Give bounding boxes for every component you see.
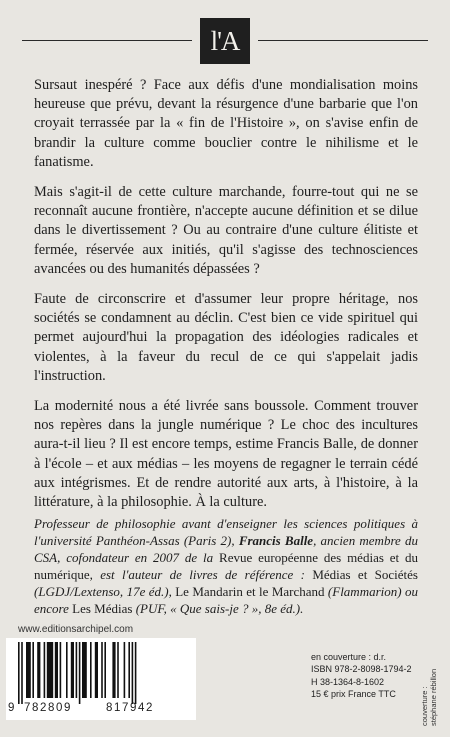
cover-designer-credit (420, 669, 438, 726)
barcode-bar (44, 642, 46, 698)
barcode-bar (101, 642, 103, 698)
book-title: Les Médias (72, 601, 133, 616)
paragraph: La modernité nous a été livrée sans boussole. Comment trouver nos repères dans la jungle numérique ? Le choc des incultures aura-t-il lieu ? Il est encore temps, estime Francis Balle, de donner à l'école – et aux médias – les moyens de regagner le terrain cédé aux intégrismes. Et de rendre autorité aux arts, à l'histoire, à la littérature, à la philosophie. À la culture. (34, 398, 418, 511)
barcode-bar (60, 642, 62, 698)
internal-code: H 38-1364-8-1602 (311, 676, 385, 687)
barcode-group-1: 782809 (24, 702, 72, 714)
price: 15 € prix France TTC (311, 689, 396, 700)
barcode-bar (37, 642, 40, 698)
book-title: Médias et Sociétés (312, 567, 418, 582)
bio-text: , est l'auteur de livres de référence : (89, 567, 313, 582)
barcode-bars (18, 642, 184, 704)
barcode-bar (82, 642, 87, 698)
barcode-bar (128, 642, 130, 698)
publisher-logo: l'A (200, 18, 250, 64)
paragraph: Sursaut inespéré ? Face aux défis d'une mondialisation moins heureuse que prévu, devant la résurgence d'une barbarie que l'on croyait terrassée par la « fin de l'Histoire », on s'avise enfin de brandir la culture comme bouclier contre le nihilisme et le fanatisme. (34, 77, 418, 170)
barcode-bar (76, 642, 78, 698)
book-info (311, 651, 412, 701)
cover-credit-line: en couverture : d.r. (311, 652, 387, 662)
credit-label: couverture : (420, 686, 429, 726)
barcode-bar (18, 642, 20, 704)
barcode-bar (135, 642, 137, 704)
isbn: ISBN 978-2-8098-1794-2 (311, 664, 412, 675)
barcode-bar (104, 642, 106, 698)
barcode-bar (79, 642, 81, 704)
barcode-bar (124, 642, 126, 698)
top-rule-left (22, 40, 192, 41)
bio-text: , ancien membre du CSA, cofondateur en 2007 de la (34, 533, 418, 565)
top-rule-right (258, 40, 428, 41)
barcode-bar (66, 642, 68, 698)
barcode-bar (112, 642, 115, 698)
barcode-bar (117, 642, 119, 698)
barcode-bar (95, 642, 98, 698)
barcode (6, 638, 196, 720)
barcode-bar (47, 642, 53, 698)
credit-name: stéphane rébillon (429, 668, 438, 726)
barcode-bar (32, 642, 34, 698)
book-title: Revue européenne des médias et du numérique (34, 550, 419, 582)
bio-text: (LGDJ/Lextenso, 17e éd.), (34, 584, 176, 599)
barcode-bar (90, 642, 92, 698)
author-name: Francis Balle (238, 533, 314, 548)
barcode-lead-digit: 9 (8, 702, 16, 714)
bio-text: Professeur de philosophie avant d'enseigner les sciences politiques à l'université Panthéon-Assas (Paris 2), (34, 516, 418, 548)
bio-text: (Flammarion) ou encore (34, 584, 418, 616)
paragraph: Mais s'agit-il de cette culture marchande, fourre-tout qui ne se reconnaît aucune frontière, n'accepte aucune définition et se dilue dans le divertissement ? Ou au contraire d'une culture élitiste et fermée, réservée aux initiés, qu'il s'agisse des technosciences avancées ou des humanités dépassées ? (34, 184, 418, 277)
book-title: Le Mandarin et le Marchand (175, 584, 325, 599)
barcode-group-2: 817942 (106, 702, 154, 714)
bio-text: (PUF, « Que sais-je ? », 8e éd.). (132, 601, 304, 616)
barcode-bar (26, 642, 31, 698)
barcode-bar (71, 642, 74, 698)
back-cover-text (34, 76, 418, 523)
barcode-bar (21, 642, 23, 704)
author-bio (34, 515, 418, 617)
paragraph: Faute de circonscrire et d'assumer leur propre héritage, nos sociétés se condamnent au déclin. C'est bien ce vide spirituel qui permet aujourd'hui la propagation des idéologies radicales et violentes, à la faveur du recul de ce qui s'appelait jadis l'instruction. (34, 291, 418, 384)
barcode-bar (55, 642, 58, 698)
publisher-website: www.editionsarchipel.com (18, 624, 134, 635)
barcode-bar (132, 642, 134, 704)
